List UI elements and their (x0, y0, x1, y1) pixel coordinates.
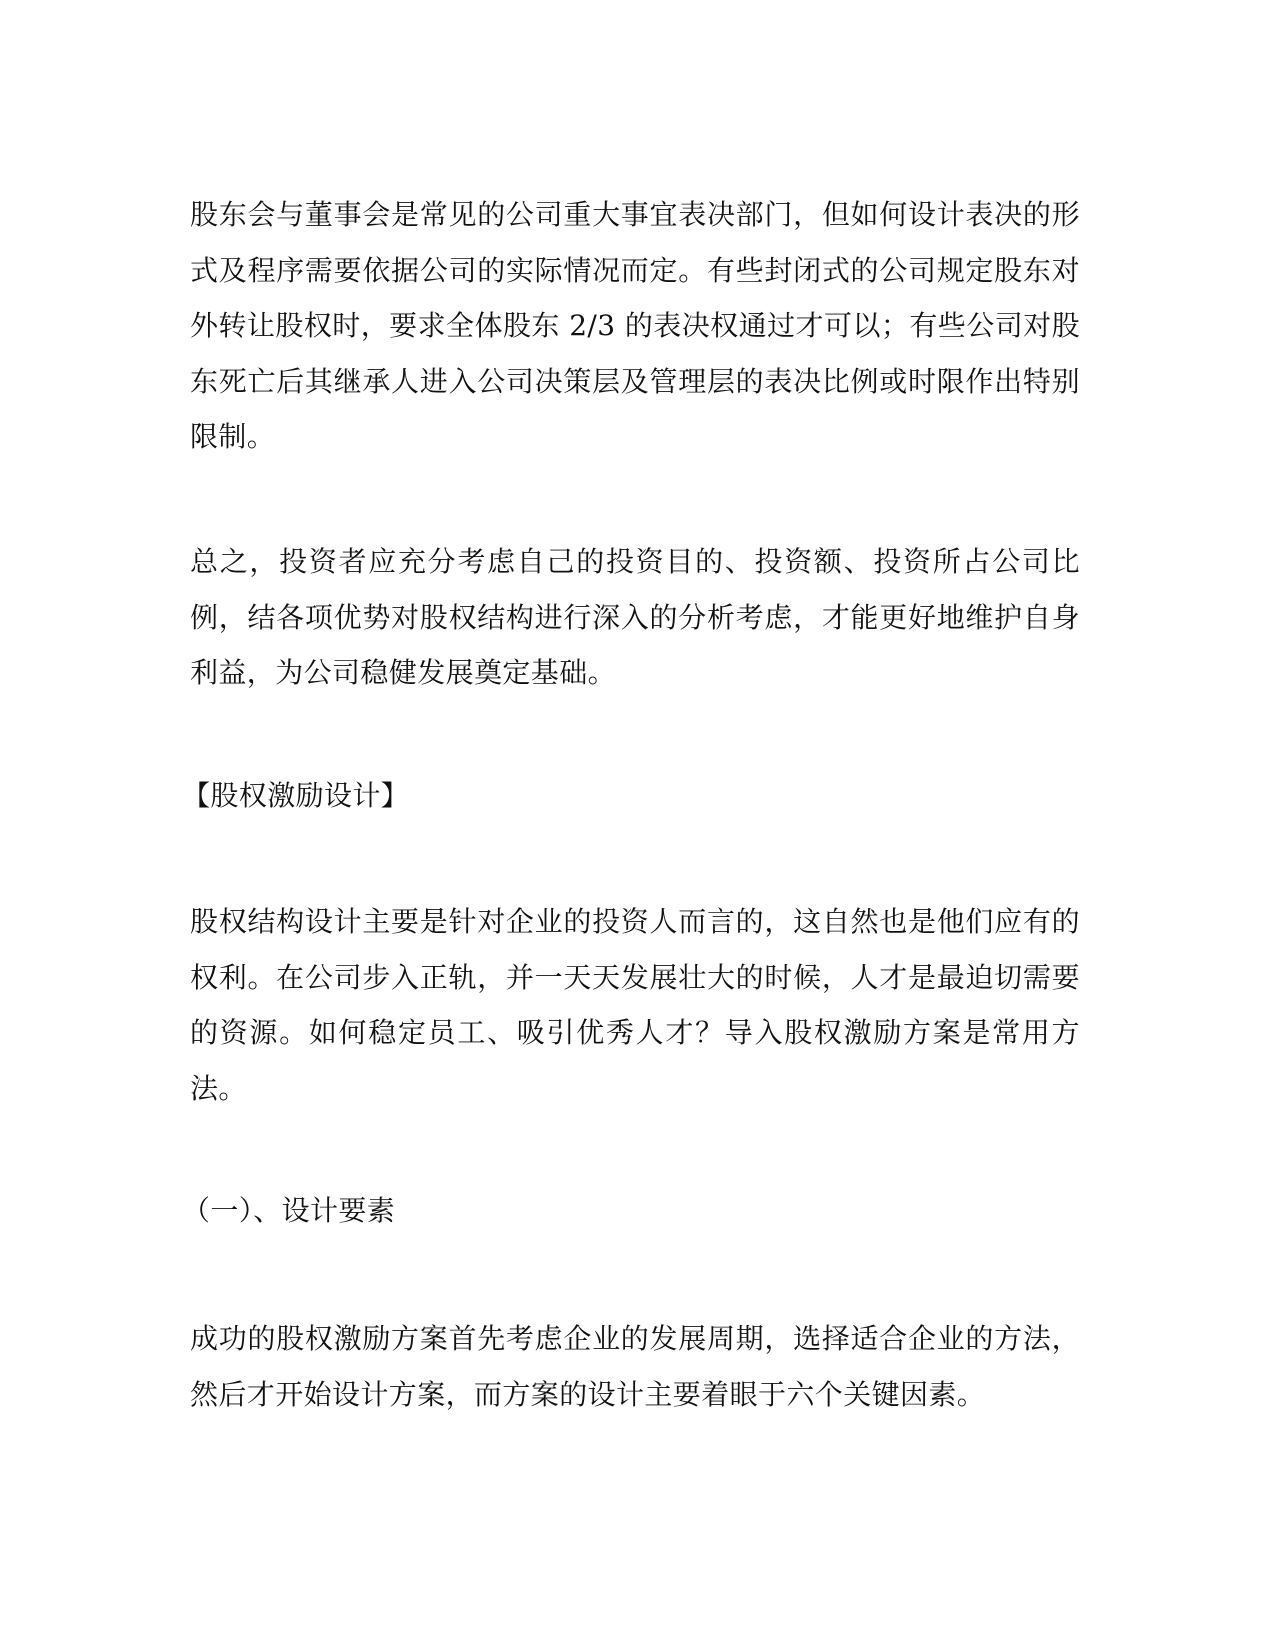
paragraph-design-factors: 成功的股权激励方案首先考虑企业的发展周期，选择适合企业的方法，然后才开始设计方案，而方案的设计主要着眼于六个关键因素。 (190, 1322, 1080, 1411)
subsection-heading: （一）、设计要素 (182, 1194, 396, 1227)
section-heading: 【股权激励设计】 (182, 779, 410, 812)
paragraph-voting-procedures: 股东会与董事会是常见的公司重大事宜表决部门，但如何设计表决的形式及程序需要依据公司的实际情况而定。有些封闭式的公司规定股东对外转让股权时，要求全体股东 2/3 的表决权通过才可以；有些公司对股东死亡后其继承人进入公司决策层及管理层的表决比例或时限作出特别限制。 (190, 198, 1080, 453)
paragraph-equity-incentive-intro: 股权结构设计主要是针对企业的投资人而言的，这自然也是他们应有的权利。在公司步入正轨，并一天天发展壮大的时候，人才是最迫切需要的资源。如何稳定员工、吸引优秀人才？导入股权激励方案是常用方法。 (190, 905, 1080, 1105)
paragraph-investor-summary: 总之，投资者应充分考虑自己的投资目的、投资额、投资所占公司比例，结各项优势对股权结构进行深入的分析考虑，才能更好地维护自身利益，为公司稳健发展奠定基础。 (190, 545, 1080, 689)
